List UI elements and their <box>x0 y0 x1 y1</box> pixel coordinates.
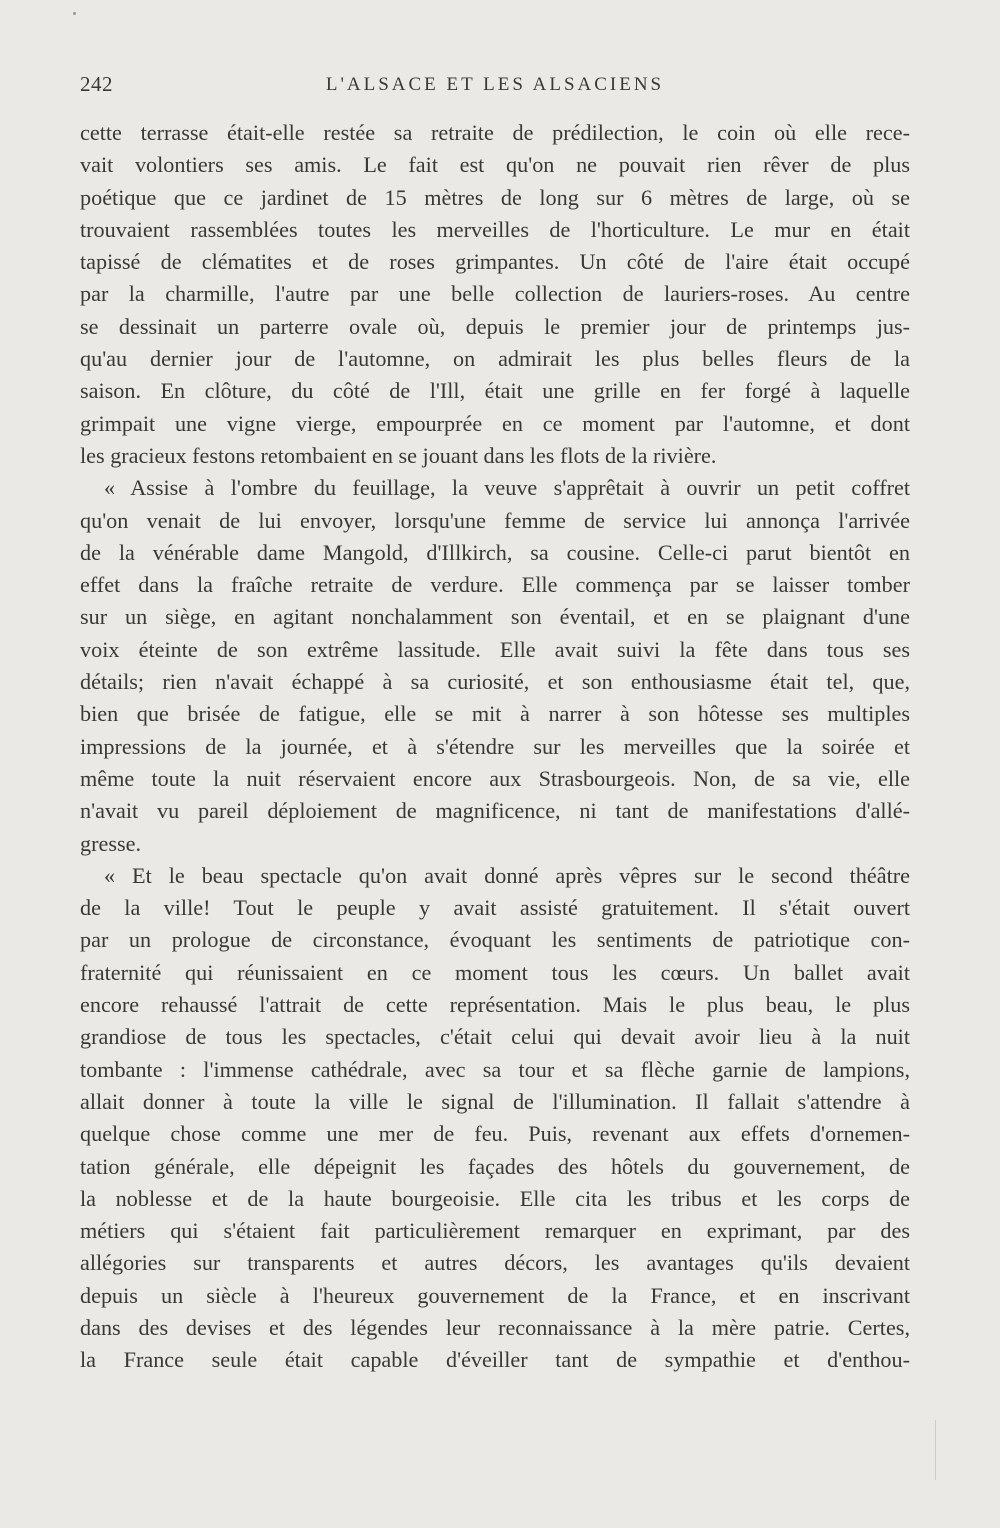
text-line: effet dans la fraîche retraite de verdure. Elle commença par se laisser tomber <box>80 572 910 598</box>
text-line: qu'au dernier jour de l'automne, on admirait les plus belles fleurs de la <box>80 346 910 372</box>
text-line: même toute la nuit réservaient encore aux Strasbourgeois. Non, de sa vie, elle <box>80 765 910 791</box>
text-line: saison. En clôture, du côté de l'Ill, était une grille en fer forgé à laquelle <box>80 378 910 404</box>
text-line: la noblesse et de la haute bourgeoisie. Elle cita les tribus et les corps de <box>80 1185 910 1211</box>
paragraph <box>80 860 910 1377</box>
page-number: 242 <box>80 72 113 96</box>
text-line: par un prologue de circonstance, évoquant les sentiments de patriotique con- <box>80 927 910 953</box>
text-line: voix éteinte de son extrême lassitude. Elle avait suivi la fête dans tous ses <box>80 636 910 662</box>
text-line: la France seule était capable d'éveiller tant de sympathie et d'enthou- <box>80 1347 910 1373</box>
text-line: trouvaient rassemblées toutes les merveilles de l'horticulture. Le mur en était <box>80 216 910 242</box>
text-line: allait donner à toute la ville le signal de l'illumination. Il fallait s'attendre à <box>80 1088 910 1114</box>
text-line: tombante : l'immense cathédrale, avec sa tour et sa flèche garnie de lampions, <box>80 1056 910 1082</box>
text-line: par la charmille, l'autre par une belle collection de lauriers-roses. Au centre <box>80 281 910 307</box>
paragraph <box>80 472 910 860</box>
text-line: gresse. <box>80 830 141 856</box>
text-line: de la ville! Tout le peuple y avait assisté gratuitement. Il s'était ouvert <box>80 895 910 921</box>
text-line: bien que brisée de fatigue, elle se mit à narrer à son hôtesse ses multiples <box>80 701 910 727</box>
body-text <box>80 117 910 1377</box>
text-line: depuis un siècle à l'heureux gouvernement de la France, et en inscrivant <box>80 1282 910 1308</box>
paragraph <box>80 117 910 472</box>
text-line: détails; rien n'avait échappé à sa curiosité, et son enthousiasme était tel, que, <box>80 669 910 695</box>
text-line: allégories sur transparents et autres décors, les avantages qu'ils devaient <box>80 1250 910 1276</box>
text-line: qu'on venait de lui envoyer, lorsqu'une femme de service lui annonça l'arrivée <box>80 507 910 533</box>
text-line: se dessinait un parterre ovale où, depuis le premier jour de printemps jus- <box>80 313 910 339</box>
text-line: n'avait vu pareil déploiement de magnificence, ni tant de manifestations d'allé- <box>80 798 910 824</box>
text-line: sur un siège, en agitant nonchalamment son éventail, et en se plaignant d'une <box>80 604 910 630</box>
text-line: encore rehaussé l'attrait de cette représentation. Mais le plus beau, le plus <box>80 992 910 1018</box>
text-line: grandiose de tous les spectacles, c'était celui qui devait avoir lieu à la nuit <box>80 1024 910 1050</box>
text-line: tapissé de clématites et de roses grimpantes. Un côté de l'aire était occupé <box>80 249 910 275</box>
text-line: « Et le beau spectacle qu'on avait donné après vêpres sur le second théâtre <box>104 862 910 888</box>
text-line: « Assise à l'ombre du feuillage, la veuve s'apprêtait à ouvrir un petit coffret <box>104 475 910 501</box>
text-line: cette terrasse était-elle restée sa retraite de prédilection, le coin où elle rece- <box>80 120 910 145</box>
text-line: fraternité qui réunissaient en ce moment tous les cœurs. Un ballet avait <box>80 959 910 985</box>
text-line: quelque chose comme une mer de feu. Puis, revenant aux effets d'ornemen- <box>80 1121 910 1147</box>
text-line: poétique que ce jardinet de 15 mètres de long sur 6 mètres de large, où se <box>80 184 910 210</box>
page-header <box>80 72 910 102</box>
paper-speck <box>73 12 76 15</box>
text-line: dans des devises et des légendes leur reconnaissance à la mère patrie. Certes, <box>80 1314 910 1340</box>
text-line: les gracieux festons retombaient en se jouant dans les flots de la rivière. <box>80 442 717 468</box>
text-line: de la vénérable dame Mangold, d'Illkirch, sa cousine. Celle-ci parut bientôt en <box>80 539 910 565</box>
text-line: vait volontiers ses amis. Le fait est qu'on ne pouvait rien rêver de plus <box>80 152 910 178</box>
text-line: tation générale, elle dépeignit les façades des hôtels du gouvernement, de <box>80 1153 910 1179</box>
page-edge-mark <box>935 1420 936 1480</box>
text-line: impressions de la journée, et à s'étendre sur les merveilles que la soirée et <box>80 733 910 759</box>
running-title: L'ALSACE ET LES ALSACIENS <box>325 74 665 95</box>
text-line: grimpait une vigne vierge, empourprée en ce moment par l'automne, et dont <box>80 410 910 436</box>
text-line: métiers qui s'étaient fait particulièrement remarquer en exprimant, par des <box>80 1218 910 1244</box>
